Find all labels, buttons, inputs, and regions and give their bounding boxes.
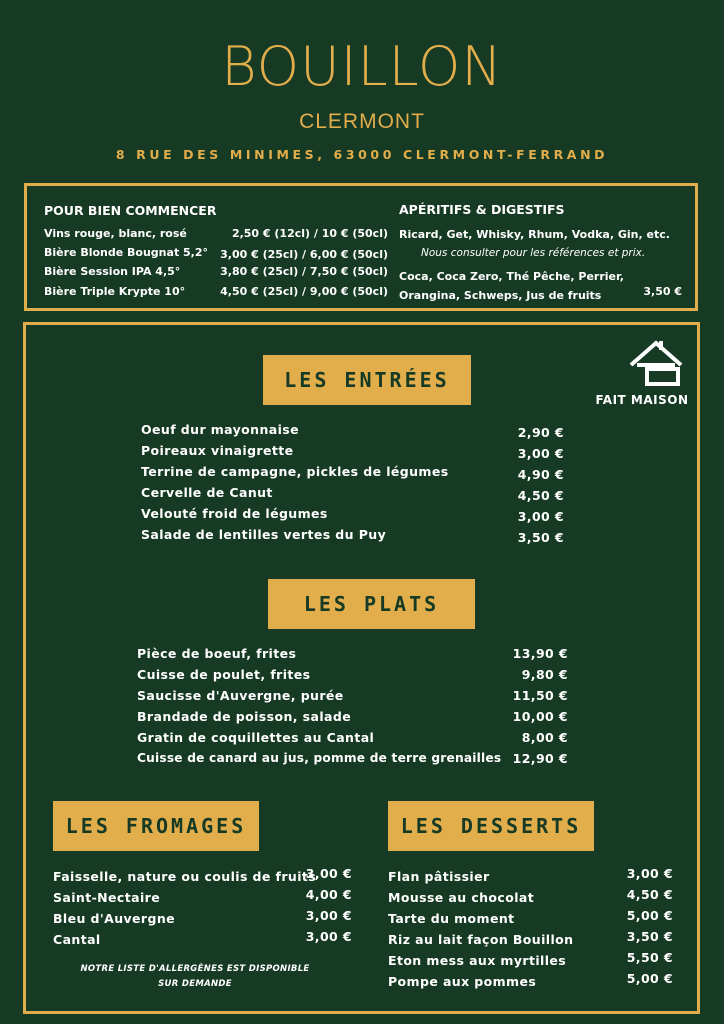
menu-item-price: 10,00 € (512, 709, 568, 724)
drink-item-name: Vins rouge, blanc, rosé (44, 227, 187, 240)
menu-item: Cantal (53, 932, 101, 947)
menu-item-price: 9,80 € (521, 667, 568, 682)
drink-item-name: Bière Triple Krypte 10° (44, 285, 186, 298)
menu-item: Eton mess aux myrtilles (388, 953, 567, 968)
brand-city: CLERMONT (299, 110, 425, 133)
drink-item-name: Bière Session IPA 4,5° (44, 265, 181, 278)
fait-maison-label: FAIT MAISON (595, 393, 689, 407)
aperitif-note: Nous consulter pour les références et prix. (421, 247, 646, 259)
menu-item-price: 8,00 € (521, 730, 568, 745)
menu-item-price: 2,90 € (517, 425, 564, 440)
menu-item: Poireaux vinaigrette (141, 443, 294, 458)
menu-item: Cuisse de canard au jus, pomme de terre grenailles (137, 751, 502, 765)
entrees-banner: LES ENTRÉES (263, 355, 471, 405)
menu-item-price: 5,50 € (626, 950, 673, 965)
aperitif-list: Ricard, Get, Whisky, Rhum, Vodka, Gin, etc. (399, 228, 670, 241)
menu-item: Flan pâtissier (388, 869, 490, 884)
menu-item: Cervelle de Canut (141, 485, 273, 500)
menu-item: Bleu d'Auvergne (53, 911, 176, 926)
menu-item-price: 5,00 € (626, 971, 673, 986)
fromages-banner: LES FROMAGES (53, 801, 259, 851)
menu-item-price: 3,00 € (626, 866, 673, 881)
menu-item-price: 3,00 € (305, 908, 352, 923)
drinks-left-title: POUR BIEN COMMENCER (44, 203, 217, 218)
menu-item: Brandade de poisson, salade (137, 709, 352, 724)
allergen-line: SUR DEMANDE (158, 979, 232, 989)
menu-item: Riz au lait façon Bouillon (388, 932, 574, 947)
menu-item-price: 4,00 € (305, 887, 352, 902)
menu-item-price: 5,00 € (626, 908, 673, 923)
menu-item: Oeuf dur mayonnaise (141, 422, 300, 437)
menu-item-price: 4,50 € (626, 887, 673, 902)
menu-item: Gratin de coquillettes au Cantal (137, 730, 375, 745)
menu-item: Saint-Nectaire (53, 890, 161, 905)
drink-item-price: 2,50 € (12cl) / 10 € (50cl) (231, 227, 388, 240)
address: 8 RUE DES MINIMES, 63000 CLERMONT-FERRAND (115, 147, 609, 162)
menu-item: Pompe aux pommes (388, 974, 537, 989)
drink-item-price: 3,80 € (25cl) / 7,50 € (50cl) (220, 265, 388, 278)
menu-item: Terrine de campagne, pickles de légumes (141, 464, 449, 479)
house-icon (627, 338, 685, 388)
menu-item: Pièce de boeuf, frites (137, 646, 297, 661)
menu-item-price: 3,50 € (626, 929, 673, 944)
menu-item: Mousse au chocolat (388, 890, 535, 905)
menu-item: Saucisse d'Auvergne, purée (137, 688, 344, 703)
brand-logo: BOUILLON (221, 35, 503, 98)
menu-item: Salade de lentilles vertes du Puy (141, 527, 387, 542)
drink-item-price: 4,50 € (25cl) / 9,00 € (50cl) (220, 285, 388, 298)
drink-item-price: 3,00 € (25cl) / 6,00 € (50cl) (220, 248, 388, 261)
menu-item-price: 4,90 € (517, 467, 564, 482)
menu-item: Velouté froid de légumes (141, 506, 328, 521)
soft-drinks-price: 3,50 € (643, 285, 682, 298)
menu-item-price: 3,00 € (305, 866, 352, 881)
desserts-banner: LES DESSERTS (388, 801, 594, 851)
menu-item-price: 3,00 € (305, 929, 352, 944)
menu-item: Tarte du moment (388, 911, 515, 926)
menu-item-price: 3,00 € (517, 446, 564, 461)
allergen-notice (70, 962, 320, 992)
menu-item-price: 3,00 € (517, 509, 564, 524)
soft-drinks-list: Orangina, Schweps, Jus de fruits (399, 289, 602, 302)
allergen-line: NOTRE LISTE D'ALLERGÈNES EST DISPONIBLE (80, 964, 310, 974)
menu-item-price: 3,50 € (517, 530, 564, 545)
menu-item: Cuisse de poulet, frites (137, 667, 311, 682)
soft-drinks-list: Coca, Coca Zero, Thé Pêche, Perrier, (399, 270, 624, 283)
menu-item-price: 12,90 € (512, 751, 568, 766)
menu-item-price: 13,90 € (512, 646, 568, 661)
plats-banner: LES PLATS (268, 579, 475, 629)
drink-item-name: Bière Blonde Bougnat 5,2° (44, 246, 209, 259)
drinks-right-title: APÉRITIFS & DIGESTIFS (399, 202, 565, 217)
menu-item-price: 4,50 € (517, 488, 564, 503)
menu-item: Faisselle, nature ou coulis de fruits (53, 869, 317, 884)
menu-item-price: 11,50 € (512, 688, 568, 703)
